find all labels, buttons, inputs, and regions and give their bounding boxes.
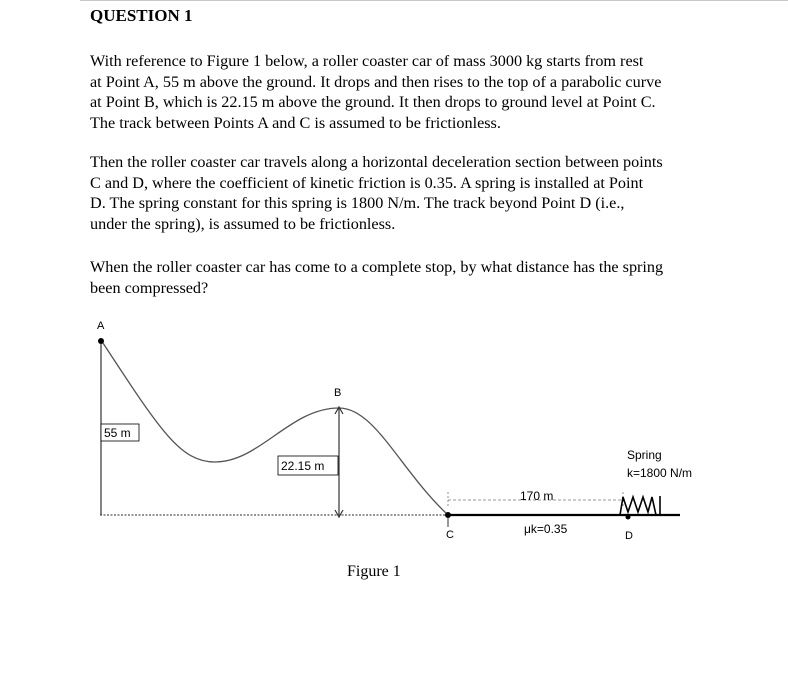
paragraph-1-line: The track between Points A and C is assumed to be frictionless. [90,113,501,132]
paragraph-1-line: at Point B, which is 22.15 m above the ground. It then drops to ground level at Point C. [90,93,656,111]
paragraph-1-line: at Point A, 55 m above the ground. It drops and then rises to the top of a parabolic curve [90,72,662,91]
spring-title: Spring [627,448,662,462]
friction-label: μk=0.35 [524,522,568,536]
spring-constant-label: k=1800 N/m [627,466,693,480]
figure-caption: Figure 1 [347,563,401,580]
paragraph-3-line: been compressed? [90,278,209,297]
point-b-label: B [334,387,342,399]
distance-cd-label: 170 m [520,489,554,503]
spring-coil [612,497,680,515]
point-c-label: C [446,529,454,541]
point-d-label: D [625,530,633,542]
point-a-marker [98,338,104,344]
paragraph-2-line: under the spring), is assumed to be frictionless. [90,214,396,233]
paragraph-2-line: Then the roller coaster car travels along a horizontal deceleration section between points [90,153,663,171]
point-a-label: A [97,320,105,332]
height-a-label: 55 m [104,426,131,440]
question-heading: QUESTION 1 [90,6,193,25]
paragraph-2-line: D. The spring constant for this spring is 1800 N/m. The track beyond Point D (i.e., [90,194,625,212]
paragraph-1-line: With reference to Figure 1 below, a roller coaster car of mass 3000 kg starts from rest [90,52,644,70]
track-curve [101,340,448,515]
height-b-label: 22.15 m [281,459,325,473]
paragraph-3-line: When the roller coaster car has come to a complete stop, by what distance has the spring [90,258,664,276]
paragraph-2-line: C and D, where the coefficient of kinetic friction is 0.35. A spring is installed at Point [90,173,644,192]
point-d-marker [626,515,631,520]
